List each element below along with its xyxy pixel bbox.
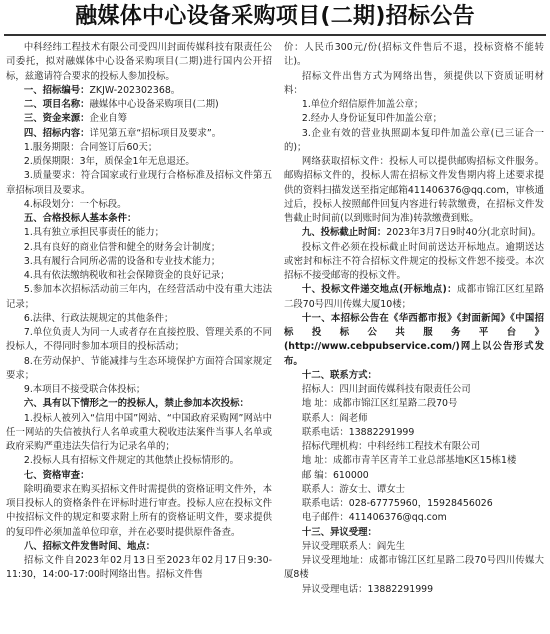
paragraph-text: 联系人：阎老师	[301, 412, 368, 424]
body-paragraph	[6, 255, 272, 269]
body-paragraph	[284, 241, 544, 284]
paragraph-text: 2.质保期限：3年，质保金1年无息退还。	[23, 156, 195, 167]
paragraph-text: 招标文件自2023年02月13日至2023年02月17日9:30-11:30，14:00-17:00时网络出售。招标文件售	[6, 555, 272, 581]
section-heading	[284, 283, 544, 312]
paragraph-text: 中科经纬工程技术有限公司受四川封面传媒科技有限责任公司委托，拟对融媒体中心设备采购项目(二期)进行国内公开招标，兹邀请符合要求的投标人参加投标。	[6, 42, 272, 82]
section-heading	[284, 526, 544, 540]
paragraph-text: 4.具有依法缴纳税收和社会保障资金的良好记录；	[23, 270, 230, 281]
body-paragraph	[6, 141, 272, 155]
heading-text: 三、资金来源：	[23, 113, 90, 125]
section-heading	[6, 212, 272, 226]
page-title: 融媒体中心设备采购项目(二期)招标公告	[75, 4, 475, 29]
body-paragraph	[284, 497, 544, 511]
body-paragraph	[284, 454, 544, 468]
heading-value: 成都市锦江区红星路二段70号四川传媒大厦10楼；	[284, 284, 544, 310]
paragraph-text: 异议受理电话：13882291999	[301, 583, 434, 595]
heading-value: 企业自筹	[89, 113, 128, 125]
paragraph-text: 招标文件出售方式为网络出售，须提供以下资质证明材料：	[284, 70, 544, 96]
section-heading	[6, 84, 272, 98]
paragraph-text: 地 址：成都市青羊区青羊工业总部基地K区15栋1楼	[301, 455, 517, 467]
paragraph-text: 2.投标人具有招标文件规定的其他禁止投标情形的。	[23, 455, 240, 467]
left-column	[6, 41, 272, 583]
section-heading	[284, 226, 544, 240]
body-paragraph	[6, 483, 272, 540]
paragraph-text: 价：人民币300元/份(招标文件售后不退，投标资格不能转让)。	[284, 42, 544, 68]
body-paragraph	[6, 355, 272, 384]
paragraph-text: 1.单位介绍信原件加盖公章；	[301, 99, 424, 110]
section-heading	[284, 312, 544, 369]
body-paragraph	[284, 483, 544, 497]
right-column	[284, 41, 544, 597]
body-paragraph	[6, 312, 272, 326]
heading-text: 二、项目名称：	[23, 99, 90, 110]
paragraph-text: 异议受理联系人：阎先生	[301, 540, 405, 552]
body-paragraph	[284, 440, 544, 454]
body-paragraph	[6, 198, 272, 212]
heading-text: 六、具有以下情形之一的投标人，禁止参加本次投标：	[23, 398, 249, 410]
paragraph-text: 3.企业有效的营业执照副本复印件加盖公章(已三证合一的)；	[284, 127, 544, 153]
paragraph-text: 2.经办人身份证复印件加盖公章；	[301, 113, 443, 125]
body-paragraph	[284, 397, 544, 411]
body-paragraph	[6, 412, 272, 455]
body-paragraph	[284, 540, 544, 554]
paragraph-text: 1.具有独立承担民事责任的能力；	[23, 227, 165, 239]
paragraph-text: 6.法律、行政法规规定的其他条件；	[23, 312, 174, 324]
paragraph-text: 5.参加本次招标活动前三年内，在经营活动中没有重大违法记录；	[6, 284, 272, 310]
heading-text: 十一、本招标公告在《华西都市报》《封面新闻》《中国招标投标公共服务平台》(http://www.cebpubservice.com/)网上以公告形式发布。	[284, 312, 544, 367]
paragraph-text: 1.服务期限：合同签订后60天；	[23, 141, 158, 153]
body-paragraph	[284, 554, 544, 583]
heading-text: 八、招标文件发售时间、地点：	[23, 540, 156, 552]
body-paragraph	[6, 169, 272, 198]
body-paragraph	[284, 469, 544, 483]
heading-text: 一、招标编号：	[23, 84, 90, 96]
section-heading	[6, 127, 272, 141]
paragraph-text: 招标人：四川封面传媒科技有限责任公司	[301, 384, 471, 395]
heading-text: 四、招标内容：	[23, 127, 90, 139]
heading-value: 详见第五章“招标项目及要求”。	[89, 127, 222, 139]
body-paragraph	[6, 41, 272, 84]
body-paragraph	[6, 155, 272, 169]
body-paragraph	[6, 226, 272, 240]
heading-text: 十三、异议受理：	[301, 526, 377, 538]
body-paragraph	[284, 70, 544, 99]
paragraph-text: 招标代理机构：中科经纬工程技术有限公司	[301, 441, 480, 452]
body-paragraph	[284, 155, 544, 226]
body-paragraph	[284, 383, 544, 397]
body-paragraph	[284, 412, 544, 426]
body-paragraph	[284, 41, 544, 70]
paragraph-text: 联系电话：028-67775960，15928456026	[301, 498, 493, 509]
body-paragraph	[6, 454, 272, 468]
body-paragraph	[284, 98, 544, 112]
paragraph-text: 联系电话：13882291999	[301, 426, 415, 438]
body-paragraph	[6, 554, 272, 583]
body-paragraph	[284, 112, 544, 126]
paragraph-text: 7.单位负责人为同一人或者存在直接控股、管理关系的不同投标人，不得同时参加本项目的投标活动；	[6, 327, 272, 353]
paragraph-text: 电子邮件：411406376@qq.com	[301, 512, 447, 524]
paragraph-text: 除明确要求在购买招标文件时需提供的资格证明文件外，本项目投标人的资格条件在评标时进行审查。投标人应在投标文件中按招标文件的规定和要求附上所有的资格证明文件，要求提供的复印件必须加盖单位印章，并在必要时提供原件备查。	[6, 483, 272, 538]
paragraph-text: 8.在劳动保护、节能减排与生态环境保护方面符合国家规定要求；	[6, 355, 272, 381]
heading-text: 五、合格投标人基本条件：	[23, 213, 137, 224]
paragraph-text: 投标文件必须在投标截止时间前送达开标地点。逾期送达或密封和标注不符合招标文件规定的投标文件恕不接受。本次招标不接受邮寄的投标文件。	[284, 241, 544, 281]
body-paragraph	[284, 511, 544, 525]
paragraph-text: 异议受理地址：成都市锦江区红星路二段70号四川传媒大厦8楼	[284, 555, 544, 581]
paragraph-text: 3.质量要求：符合国家或行业现行合格标准及招标文件第五章招标项目及要求。	[6, 170, 272, 196]
paragraph-text: 联系人：游女士、谭女士	[301, 483, 405, 495]
section-heading	[6, 112, 272, 126]
heading-text: 十二、联系方式：	[301, 369, 377, 381]
heading-value: ZKJW-202302368。	[89, 84, 181, 96]
paragraph-text: 地 址：成都市锦江区红星路二段70号	[301, 398, 458, 410]
body-paragraph	[6, 326, 272, 355]
body-paragraph	[284, 583, 544, 597]
body-paragraph	[6, 269, 272, 283]
body-paragraph	[6, 241, 272, 255]
heading-value: 2023年3月7日9时40分(北京时间)。	[386, 227, 541, 239]
body-paragraph	[6, 283, 272, 312]
section-heading	[6, 98, 272, 112]
body-paragraph	[284, 127, 544, 156]
paragraph-text: 1.投标人被列入“信用中国”网站、“中国政府采购网”网站中任一网站的失信被执行人名单或重大税收违法案件当事人名单或政府采购严重违法失信行为记录名单的；	[6, 412, 272, 452]
heading-text: 十、投标文件递交地点(开标地点)：	[301, 284, 457, 296]
heading-value: 融媒体中心设备采购项目(二期)	[89, 99, 219, 110]
heading-text: 七、资格审查：	[23, 469, 90, 481]
section-heading	[6, 540, 272, 554]
paragraph-text: 邮 编：610000	[301, 469, 369, 481]
heading-text: 九、投标截止时间：	[301, 227, 387, 239]
body-paragraph	[6, 383, 272, 397]
paragraph-text: 4.标段划分：一个标段。	[23, 198, 127, 210]
section-heading	[6, 397, 272, 411]
title-divider	[4, 34, 546, 36]
body-paragraph	[284, 426, 544, 440]
paragraph-text: 9.本项目不接受联合体投标；	[23, 384, 146, 395]
paragraph-text: 2.具有良好的商业信誉和健全的财务会计制度；	[23, 241, 221, 253]
section-heading	[6, 469, 272, 483]
paragraph-text: 网络获取招标文件：投标人可以提供邮购招标文件服务。邮购招标文件的，投标人需在招标文件发售期内将上述要求提供的资料扫描发送至指定邮箱411406376@qq.com，审核通过后，投标人按照邮件回复内容进行转款缴费，在招标文件发售截止时间前(以到账时间为准)转款缴费到账。	[284, 156, 544, 224]
section-heading	[284, 369, 544, 383]
paragraph-text: 3.具有履行合同所必需的设备和专业技术能力；	[23, 255, 221, 267]
